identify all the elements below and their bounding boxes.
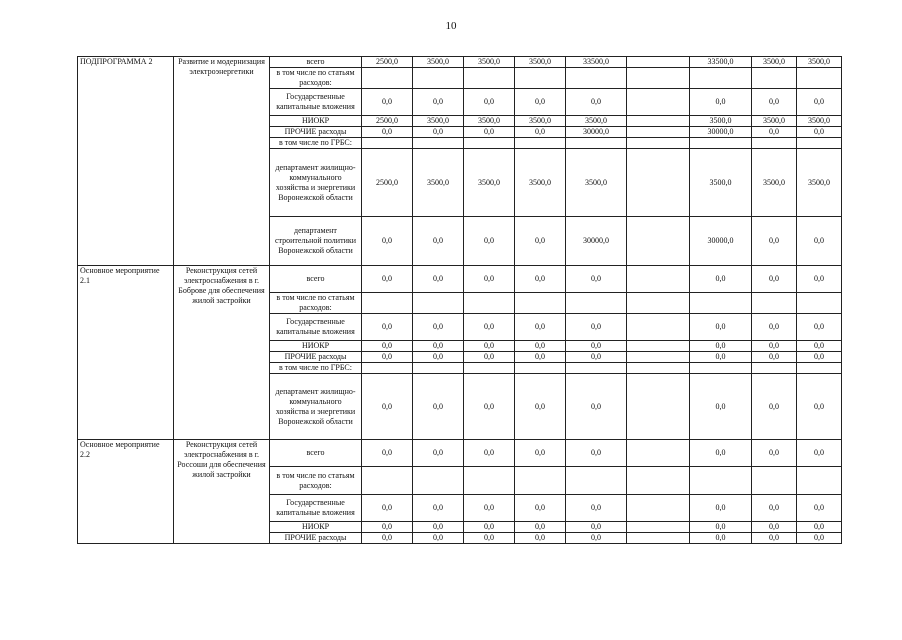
value-cell: 0,0 [413, 533, 464, 544]
value-cell: 0,0 [464, 352, 515, 363]
value-cell [362, 293, 413, 314]
value-cell: 3500,0 [752, 149, 797, 217]
row-label-cell: департамент жилищно-коммунального хозяйства и энергетики Воронежской области [270, 374, 362, 440]
value-cell: 0,0 [362, 522, 413, 533]
value-cell [627, 440, 690, 467]
row-label-cell: в том числе по статьям расходов: [270, 467, 362, 495]
row-label-cell: ПРОЧИЕ расходы [270, 533, 362, 544]
value-cell: 0,0 [362, 314, 413, 341]
value-cell: 30000,0 [566, 217, 627, 266]
value-cell: 0,0 [515, 89, 566, 116]
value-cell: 0,0 [464, 533, 515, 544]
value-cell: 0,0 [362, 89, 413, 116]
value-cell: 0,0 [752, 217, 797, 266]
status-cell: Основное мероприятие 2.2 [78, 440, 174, 544]
value-cell: 3500,0 [752, 57, 797, 68]
value-cell: 0,0 [515, 341, 566, 352]
value-cell: 3500,0 [413, 57, 464, 68]
value-cell [566, 138, 627, 149]
value-cell: 0,0 [797, 352, 842, 363]
value-cell [752, 363, 797, 374]
value-cell [752, 68, 797, 89]
value-cell [362, 138, 413, 149]
value-cell: 0,0 [690, 314, 752, 341]
value-cell: 0,0 [797, 440, 842, 467]
value-cell: 0,0 [566, 89, 627, 116]
value-cell [627, 116, 690, 127]
value-cell [566, 467, 627, 495]
row-label-cell: в том числе по ГРБС: [270, 138, 362, 149]
value-cell [797, 363, 842, 374]
value-cell [627, 533, 690, 544]
row-label-cell: Государственные капитальные вложения [270, 314, 362, 341]
value-cell [797, 467, 842, 495]
value-cell [627, 495, 690, 522]
value-cell [362, 68, 413, 89]
value-cell: 0,0 [566, 440, 627, 467]
value-cell [515, 467, 566, 495]
value-cell: 0,0 [515, 533, 566, 544]
value-cell: 0,0 [362, 533, 413, 544]
value-cell [627, 57, 690, 68]
value-cell [464, 467, 515, 495]
value-cell: 0,0 [752, 440, 797, 467]
value-cell [752, 467, 797, 495]
value-cell: 3500,0 [690, 149, 752, 217]
status-cell: ПОДПРОГРАММА 2 [78, 57, 174, 266]
program-name-cell: Реконструкция сетей электроснабжения в г. Боброве для обеспечения жилой застройки [174, 266, 270, 440]
value-cell [515, 68, 566, 89]
value-cell: 30000,0 [690, 127, 752, 138]
value-cell: 0,0 [752, 533, 797, 544]
value-cell: 3500,0 [515, 149, 566, 217]
value-cell [752, 138, 797, 149]
value-cell: 3500,0 [515, 116, 566, 127]
value-cell: 0,0 [690, 374, 752, 440]
row-label-cell: департамент жилищно-коммунального хозяйства и энергетики Воронежской области [270, 149, 362, 217]
value-cell [690, 138, 752, 149]
value-cell: 2500,0 [362, 116, 413, 127]
value-cell: 0,0 [690, 522, 752, 533]
value-cell [690, 467, 752, 495]
value-cell [413, 293, 464, 314]
row-label-cell: департамент строительной политики Воронежской области [270, 217, 362, 266]
page-number: 10 [445, 20, 457, 32]
value-cell [627, 341, 690, 352]
row-label-cell: Государственные капитальные вложения [270, 495, 362, 522]
value-cell [627, 374, 690, 440]
value-cell: 0,0 [413, 314, 464, 341]
value-cell: 0,0 [515, 522, 566, 533]
row-label-cell: Государственные капитальные вложения [270, 89, 362, 116]
value-cell: 0,0 [752, 314, 797, 341]
value-cell: 0,0 [413, 127, 464, 138]
value-cell [627, 149, 690, 217]
value-cell: 0,0 [464, 522, 515, 533]
row-label-cell: в том числе по статьям расходов: [270, 68, 362, 89]
value-cell: 0,0 [566, 495, 627, 522]
value-cell: 3500,0 [752, 116, 797, 127]
status-cell: Основное мероприятие 2.1 [78, 266, 174, 440]
value-cell: 3500,0 [797, 57, 842, 68]
value-cell: 0,0 [797, 374, 842, 440]
value-cell [627, 68, 690, 89]
value-cell: 33500,0 [566, 57, 627, 68]
value-cell: 0,0 [464, 374, 515, 440]
value-cell: 0,0 [752, 89, 797, 116]
value-cell: 0,0 [464, 89, 515, 116]
value-cell: 0,0 [752, 374, 797, 440]
value-cell: 0,0 [797, 266, 842, 293]
value-cell: 0,0 [797, 495, 842, 522]
value-cell [627, 352, 690, 363]
budget-table [77, 56, 842, 544]
value-cell: 0,0 [566, 352, 627, 363]
value-cell: 0,0 [797, 89, 842, 116]
value-cell: 0,0 [690, 89, 752, 116]
program-name-cell: Развитие и модернизация электроэнергетики [174, 57, 270, 266]
value-cell: 3500,0 [566, 116, 627, 127]
value-cell: 0,0 [413, 341, 464, 352]
value-cell: 0,0 [413, 374, 464, 440]
value-cell: 0,0 [752, 341, 797, 352]
value-cell: 3500,0 [797, 116, 842, 127]
value-cell: 0,0 [362, 341, 413, 352]
row-label-cell: в том числе по статьям расходов: [270, 293, 362, 314]
value-cell: 0,0 [515, 440, 566, 467]
value-cell [690, 363, 752, 374]
value-cell: 30000,0 [566, 127, 627, 138]
table-row [78, 57, 842, 68]
value-cell: 0,0 [515, 352, 566, 363]
value-cell [627, 363, 690, 374]
value-cell [566, 68, 627, 89]
value-cell: 3500,0 [464, 116, 515, 127]
value-cell: 3500,0 [413, 149, 464, 217]
value-cell: 0,0 [690, 533, 752, 544]
value-cell: 0,0 [362, 440, 413, 467]
value-cell [515, 138, 566, 149]
value-cell [627, 266, 690, 293]
value-cell [690, 68, 752, 89]
value-cell: 0,0 [464, 314, 515, 341]
value-cell [797, 68, 842, 89]
row-label-cell: ПРОЧИЕ расходы [270, 127, 362, 138]
value-cell [464, 138, 515, 149]
value-cell: 0,0 [362, 374, 413, 440]
value-cell: 0,0 [566, 374, 627, 440]
value-cell [627, 127, 690, 138]
value-cell: 0,0 [752, 522, 797, 533]
value-cell [627, 293, 690, 314]
value-cell: 0,0 [464, 440, 515, 467]
value-cell: 0,0 [752, 127, 797, 138]
value-cell: 0,0 [797, 522, 842, 533]
value-cell: 0,0 [797, 341, 842, 352]
value-cell [627, 138, 690, 149]
value-cell: 0,0 [752, 495, 797, 522]
value-cell: 0,0 [413, 352, 464, 363]
value-cell [797, 293, 842, 314]
table-row [78, 440, 842, 467]
value-cell: 0,0 [515, 314, 566, 341]
value-cell [515, 293, 566, 314]
program-name-cell: Реконструкция сетей электроснабжения в г. Россоши для обеспечения жилой застройки [174, 440, 270, 544]
value-cell [797, 138, 842, 149]
value-cell: 0,0 [362, 495, 413, 522]
value-cell: 0,0 [413, 495, 464, 522]
value-cell [690, 293, 752, 314]
value-cell: 0,0 [566, 314, 627, 341]
value-cell: 3500,0 [515, 57, 566, 68]
value-cell: 0,0 [515, 495, 566, 522]
value-cell [566, 363, 627, 374]
value-cell [464, 293, 515, 314]
row-label-cell: НИОКР [270, 522, 362, 533]
value-cell: 0,0 [752, 266, 797, 293]
value-cell: 3500,0 [797, 149, 842, 217]
value-cell: 0,0 [413, 522, 464, 533]
value-cell [515, 363, 566, 374]
value-cell: 0,0 [464, 266, 515, 293]
value-cell [627, 522, 690, 533]
value-cell: 0,0 [690, 495, 752, 522]
value-cell: 0,0 [464, 341, 515, 352]
value-cell: 3500,0 [413, 116, 464, 127]
value-cell: 2500,0 [362, 57, 413, 68]
value-cell: 2500,0 [362, 149, 413, 217]
value-cell [464, 68, 515, 89]
value-cell: 0,0 [464, 217, 515, 266]
row-label-cell: ПРОЧИЕ расходы [270, 352, 362, 363]
value-cell: 0,0 [690, 266, 752, 293]
budget-table-body [78, 57, 842, 544]
row-label-cell: НИОКР [270, 116, 362, 127]
value-cell: 0,0 [362, 266, 413, 293]
value-cell: 0,0 [515, 127, 566, 138]
value-cell [362, 363, 413, 374]
value-cell: 0,0 [566, 533, 627, 544]
value-cell: 0,0 [413, 217, 464, 266]
table-row [78, 266, 842, 293]
value-cell: 0,0 [362, 127, 413, 138]
value-cell: 0,0 [413, 440, 464, 467]
value-cell: 0,0 [362, 217, 413, 266]
value-cell: 0,0 [362, 352, 413, 363]
value-cell: 0,0 [515, 217, 566, 266]
row-label-cell: всего [270, 57, 362, 68]
value-cell [413, 68, 464, 89]
value-cell: 3500,0 [464, 57, 515, 68]
value-cell: 0,0 [413, 266, 464, 293]
value-cell: 0,0 [690, 440, 752, 467]
value-cell: 0,0 [797, 314, 842, 341]
row-label-cell: всего [270, 440, 362, 467]
value-cell [627, 467, 690, 495]
value-cell: 0,0 [797, 127, 842, 138]
value-cell: 0,0 [690, 352, 752, 363]
value-cell [627, 89, 690, 116]
value-cell [413, 138, 464, 149]
value-cell: 0,0 [413, 89, 464, 116]
value-cell [752, 293, 797, 314]
value-cell: 0,0 [752, 352, 797, 363]
value-cell: 0,0 [515, 266, 566, 293]
value-cell [627, 314, 690, 341]
value-cell [566, 293, 627, 314]
value-cell: 0,0 [464, 495, 515, 522]
value-cell [413, 467, 464, 495]
value-cell [464, 363, 515, 374]
row-label-cell: НИОКР [270, 341, 362, 352]
value-cell [627, 217, 690, 266]
value-cell: 0,0 [464, 127, 515, 138]
row-label-cell: всего [270, 266, 362, 293]
value-cell: 0,0 [515, 374, 566, 440]
value-cell: 0,0 [566, 341, 627, 352]
value-cell: 0,0 [566, 522, 627, 533]
value-cell: 3500,0 [690, 116, 752, 127]
value-cell: 0,0 [797, 217, 842, 266]
value-cell [413, 363, 464, 374]
value-cell: 0,0 [690, 341, 752, 352]
value-cell: 33500,0 [690, 57, 752, 68]
value-cell: 0,0 [797, 533, 842, 544]
value-cell: 3500,0 [464, 149, 515, 217]
value-cell: 0,0 [566, 266, 627, 293]
row-label-cell: в том числе по ГРБС: [270, 363, 362, 374]
value-cell: 3500,0 [566, 149, 627, 217]
value-cell [362, 467, 413, 495]
value-cell: 30000,0 [690, 217, 752, 266]
